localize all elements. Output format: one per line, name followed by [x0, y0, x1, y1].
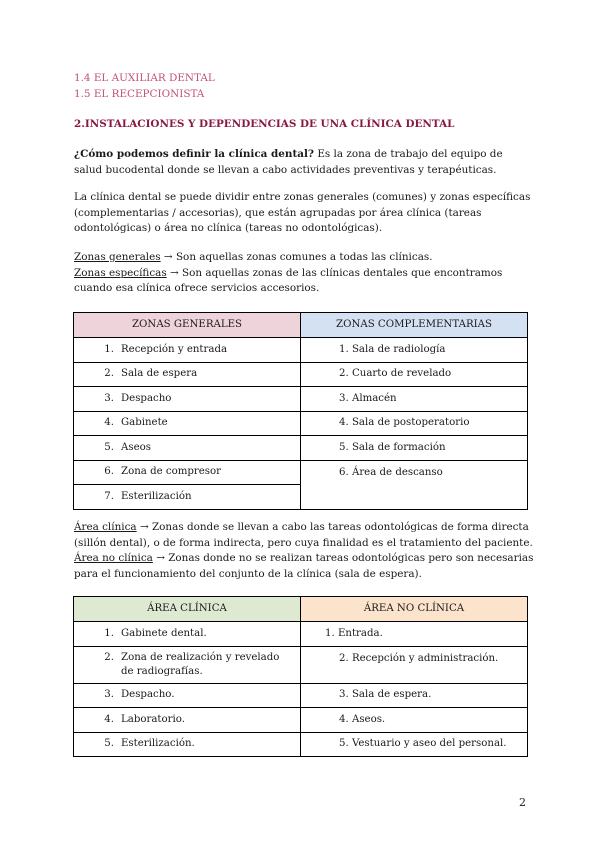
- arrow-icon: →: [170, 266, 179, 279]
- table-cell: 3. Despacho: [74, 387, 301, 412]
- table-cell: 6. Área de descanso: [301, 460, 528, 509]
- arrow-icon: →: [163, 251, 173, 263]
- table-cell: 1. Entrada.: [301, 622, 528, 647]
- zonas-especificas-text: Son aquellas zonas de las clínicas dentales que encontramos cuando esa clínica ofrece servicios accesorios.: [74, 266, 503, 294]
- table-cell: 1. Recepción y entrada: [74, 338, 301, 363]
- area-clinica-text: Zonas donde se llevan a cabo las tareas odontológicas de forma directa (sillón dental), o de forma indirecta, pero cuya finalidad es el tratamiento del paciente.: [74, 521, 533, 549]
- table-cell: 3. Sala de espera.: [301, 683, 528, 708]
- header-area-clinica: ÁREA CLÍNICA: [74, 597, 301, 622]
- question-text: ¿Cómo podemos definir la clínica dental?: [74, 148, 315, 160]
- header-area-no-clinica: ÁREA NO CLÍNICA: [301, 597, 528, 622]
- table-cell: 3. Despacho.: [74, 683, 301, 708]
- section-title: 2.INSTALACIONES Y DEPENDENCIAS DE UNA CLÍNICA DENTAL: [74, 118, 455, 130]
- table-cell: 4. Gabinete: [74, 411, 301, 436]
- definition-paragraph: [74, 147, 534, 178]
- areas-definitions: [74, 520, 534, 582]
- arrow-icon: →: [156, 552, 165, 564]
- subheading-recepcionista: 1.5 EL RECEPCIONISTA: [74, 88, 205, 100]
- header-zonas-complementarias: ZONAS COMPLEMENTARIAS: [301, 313, 528, 338]
- table-cell: 4. Aseos.: [301, 708, 528, 733]
- zonas-generales-text: Son aquellas zonas comunes a todas las clínicas.: [172, 251, 433, 263]
- header-zonas-generales: ZONAS GENERALES: [74, 313, 301, 338]
- table-cell: 5. Esterilización.: [74, 732, 301, 757]
- table-cell: 2. Zona de realización y revelado de radiografías.: [74, 646, 301, 683]
- zonas-especificas-term: Zonas específicas: [74, 266, 167, 279]
- table-cell: 1. Sala de radiología: [301, 338, 528, 363]
- areas-table: [73, 596, 528, 757]
- table-cell: 2. Cuarto de revelado: [301, 362, 528, 387]
- division-paragraph: La clínica dental se puede dividir entre zonas generales (comunes) y zonas específicas (complementarias / accesorias), que están agrupadas por área clínica (tareas odontológicas) o área no clínica (tareas no odontológicas).: [74, 191, 531, 234]
- table-cell: 6. Zona de compresor: [74, 460, 301, 485]
- table-cell: 7. Esterilización: [74, 485, 301, 510]
- arrow-icon: →: [139, 521, 149, 533]
- table-cell: 5. Aseos: [74, 436, 301, 461]
- zones-definitions: [74, 250, 534, 297]
- table-cell: 2. Sala de espera: [74, 362, 301, 387]
- page-number: 2: [519, 796, 526, 809]
- table-cell: 5. Sala de formación: [301, 436, 528, 461]
- definition-text: Es la zona de trabajo del equipo de salud bucodental donde se llevan a cabo actividades preventivas y terapéuticas.: [74, 148, 503, 176]
- table-cell: 2. Recepción y administración.: [301, 646, 528, 683]
- area-no-clinica-term: Área no clínica: [74, 552, 153, 564]
- zones-table: [73, 312, 528, 510]
- table-cell: 1. Gabinete dental.: [74, 622, 301, 647]
- subheading-auxiliar: 1.4 EL AUXILIAR DENTAL: [74, 72, 215, 84]
- area-clinica-term: Área clínica: [74, 521, 137, 533]
- table-cell: 4. Sala de postoperatorio: [301, 411, 528, 436]
- table-cell: 3. Almacén: [301, 387, 528, 412]
- zonas-generales-term: Zonas generales: [74, 251, 161, 263]
- table-cell: 5. Vestuario y aseo del personal.: [301, 732, 528, 757]
- table-cell: 4. Laboratorio.: [74, 708, 301, 733]
- area-no-clinica-text: Zonas donde no se realizan tareas odontológicas pero son necesarias para el funcionamiento del conjunto de la clínica (sala de espera).: [74, 552, 534, 580]
